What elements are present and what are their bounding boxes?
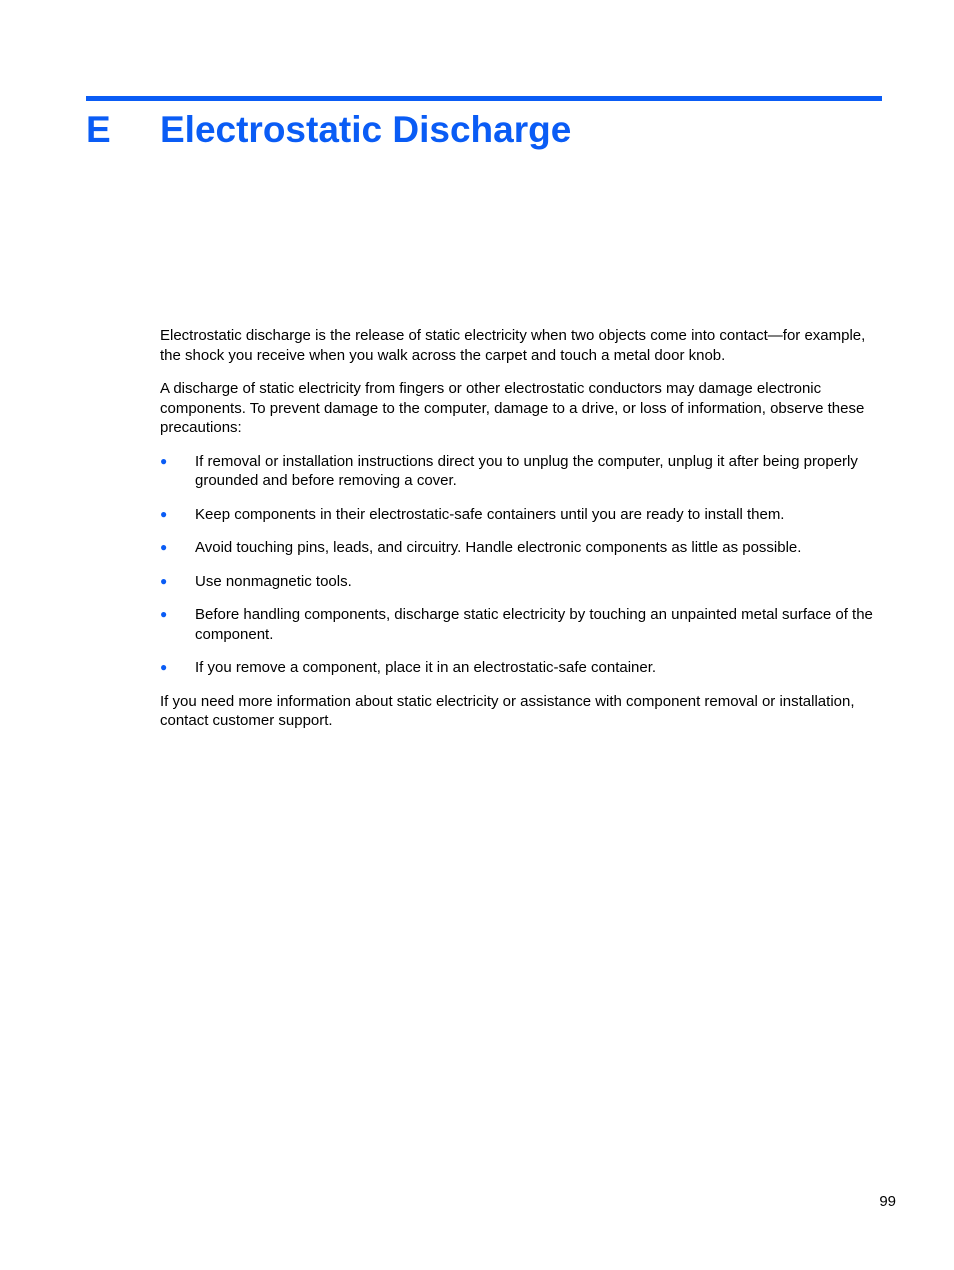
- bullet-dot-icon: ●: [160, 607, 168, 621]
- list-item-text: Use nonmagnetic tools.: [195, 572, 352, 590]
- list-item: [160, 605, 882, 644]
- list-item-text: If you remove a component, place it in an electrostatic-safe container.: [195, 659, 657, 676]
- bullet-dot-icon: ●: [160, 506, 168, 521]
- chapter-rule: [86, 96, 882, 101]
- list-item: [160, 572, 882, 592]
- list-item-text: Avoid touching pins, leads, and circuitry. Handle electronic components as little as possible.: [195, 539, 802, 556]
- page-number: 99: [879, 1193, 896, 1210]
- bullet-dot-icon: ●: [160, 660, 168, 674]
- chapter-body: [160, 326, 882, 745]
- list-item: [160, 505, 882, 525]
- list-item: [160, 452, 882, 491]
- precautions-list: [160, 452, 882, 678]
- chapter-title: Electrostatic Discharge: [160, 109, 572, 150]
- bullet-dot-icon: ●: [160, 573, 168, 588]
- list-item-text: If removal or installation instructions direct you to unplug the computer, unplug it after being properly grounded and before removing a cover.: [195, 452, 858, 489]
- intro-paragraph: Electrostatic discharge is the release of static electricity when two objects come into contact—for example, the shock you receive when you walk across the carpet and touch a metal door knob.: [160, 327, 866, 364]
- list-item-text: Before handling components, discharge static electricity by touching an unpainted metal surface of the component.: [195, 606, 873, 643]
- bullet-dot-icon: ●: [160, 453, 168, 468]
- closing-paragraph: If you need more information about static electricity or assistance with component removal or installation, contact customer support.: [160, 692, 855, 729]
- precautions-intro-paragraph: A discharge of static electricity from fingers or other electrostatic conductors may damage electronic components. To prevent damage to the computer, damage to a drive, or loss of information, observe these precautions:: [160, 380, 865, 436]
- list-item-text: Keep components in their electrostatic-safe containers until you are ready to install them.: [195, 505, 785, 523]
- chapter-letter: E: [86, 109, 111, 150]
- list-item: [160, 538, 882, 558]
- list-item: [160, 658, 882, 678]
- bullet-dot-icon: ●: [160, 540, 168, 554]
